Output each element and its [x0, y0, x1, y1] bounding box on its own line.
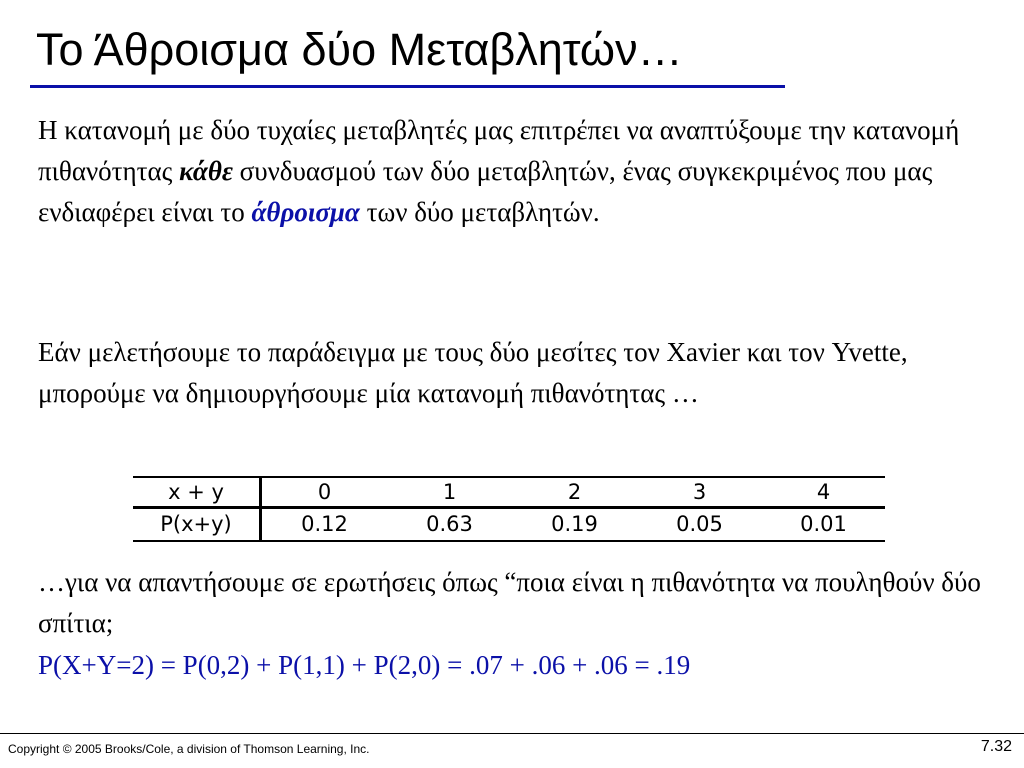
- title-underline: [30, 85, 785, 88]
- table-p-value: 0.63: [426, 512, 473, 536]
- probability-formula: P(X+Y=2) = P(0,2) + P(1,1) + P(2,0) = .07 + .06 + .06 = .19: [38, 650, 691, 680]
- table-p-value: 0.12: [301, 512, 348, 536]
- paragraph-intro: [38, 110, 1018, 233]
- table-header-p-x-plus-y: P(x+y): [160, 512, 232, 536]
- probability-table: [133, 476, 885, 542]
- table-x-value: 1: [442, 480, 457, 504]
- table-header-x-plus-y: x + y: [168, 480, 224, 504]
- slide-title: Το Άθροισμα δύο Μεταβλητών…: [36, 24, 683, 75]
- table-x-value: 3: [692, 480, 707, 504]
- copyright-notice: Copyright © 2005 Brooks/Cole, a division of Thomson Learning, Inc.: [8, 742, 370, 756]
- table-x-value: 0: [317, 480, 332, 504]
- table-p-value: 0.05: [676, 512, 723, 536]
- emphasis-every: κάθε: [179, 156, 233, 186]
- table-p-value: 0.19: [551, 512, 598, 536]
- paragraph-intro-text-1: Η κατανομή με δύο τυχαίες μεταβλητές μας επιτρέπει να αναπτύξουμε την κατανομή πιθανότητας: [38, 115, 960, 186]
- table-p-value: 0.01: [800, 512, 847, 536]
- paragraph-question: …για να απαντήσουμε σε ερωτήσεις όπως “ποια είναι η πιθανότητα να πουληθούν δύο σπίτια;: [38, 567, 981, 638]
- paragraph-example: Εάν μελετήσουμε το παράδειγμα με τους δύο μεσίτες τον Xavier και τον Yvette, μπορούμε να δημιουργήσουμε μία κατανομή πιθανότητας …: [38, 337, 908, 408]
- table-x-value: 2: [567, 480, 582, 504]
- emphasis-sum: άθροισμα: [251, 197, 360, 227]
- table-bottom-rule: [133, 540, 885, 542]
- page-number: 7.32: [980, 738, 1012, 755]
- table-x-value: 4: [816, 480, 831, 504]
- paragraph-intro-text-2: συνδυασμού των δύο μεταβλητών, ένας συγκεκριμένος που μας ενδιαφέρει είναι το: [38, 156, 933, 227]
- paragraph-intro-text-3: των δύο μεταβλητών.: [359, 197, 600, 227]
- footer-divider: [0, 733, 1024, 734]
